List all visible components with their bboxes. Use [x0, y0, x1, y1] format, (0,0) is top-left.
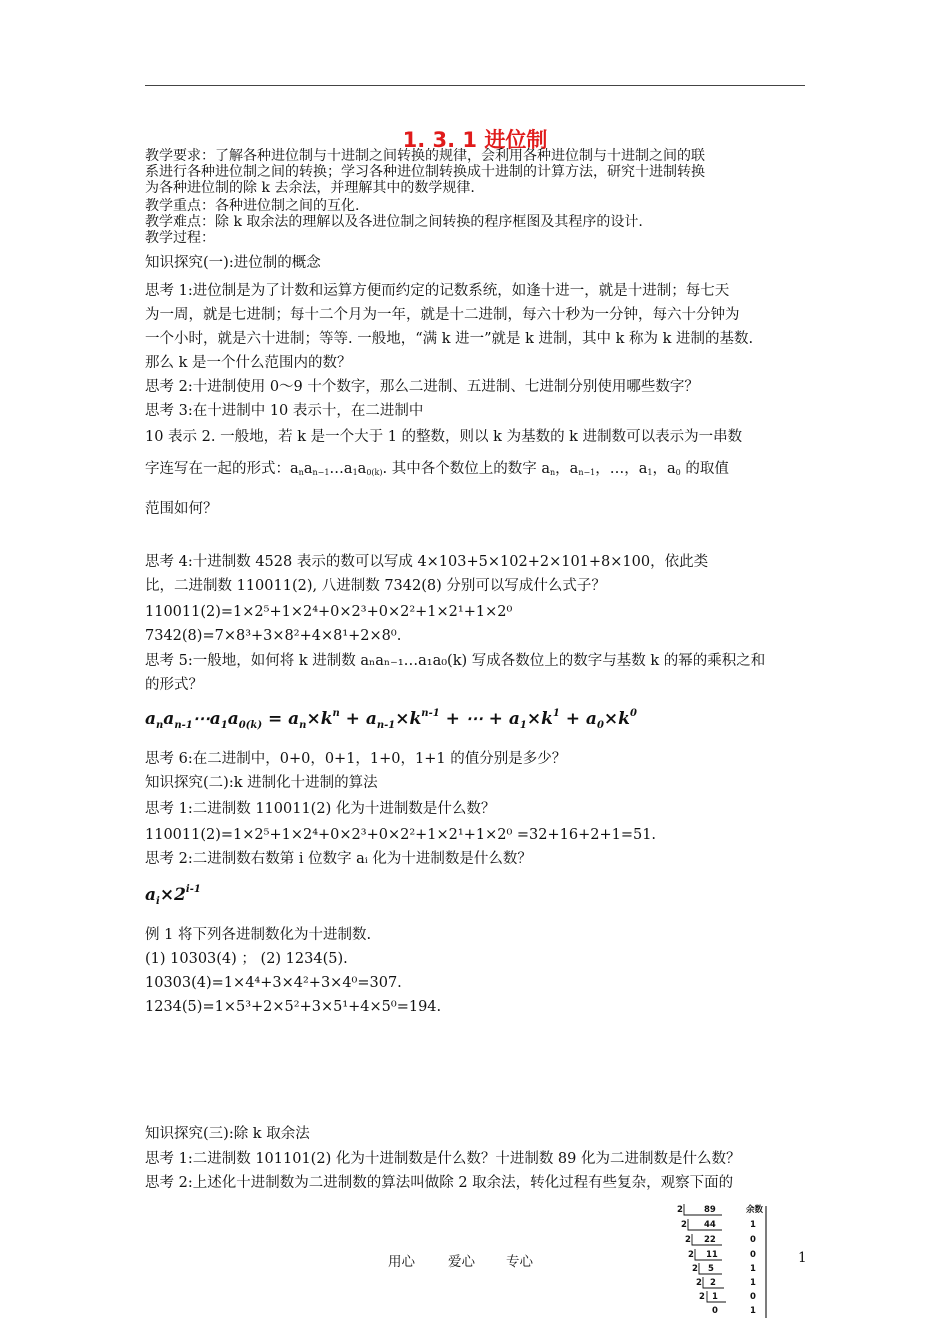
think-line: 思考 1:二进制数 110011(2) 化为十进制数是什么数？ [145, 801, 496, 817]
remainder: 1 [750, 1306, 756, 1316]
think-line: 思考 2:十进制使用 0～9 十个数字，那么二进制、五进制、七进制分别使用哪些数字？ [145, 379, 699, 395]
think-line: 思考 1:进位制是为了计数和运算方便而约定的记数系统，如逢十进一，就是十进制；每七天 [145, 283, 730, 299]
quotient: 44 [704, 1220, 716, 1230]
remainder: 0 [750, 1250, 756, 1260]
think-line: 范围如何？ [145, 501, 218, 517]
quotient: 5 [708, 1264, 714, 1274]
think-line: 思考 2:二进制数右数第 i 位数字 aᵢ 化为十进制数是什么数？ [145, 851, 532, 867]
quotient: 0 [712, 1306, 718, 1316]
header-line: 系进行各种进位制之间的转换；学习各种进位制转换成十进制的计算方法，研究十进制转换 [145, 164, 705, 180]
think-line: 为一周，就是七进制；每十二个月为一年，就是十二进制，每六十秒为一分钟，每六十分钟为 [145, 307, 740, 323]
divisor: 2 [681, 1220, 687, 1230]
short-division-diagram [672, 1202, 782, 1322]
think-line: 思考 2:上述化十进制数为二进制数的算法叫做除 2 取余法，转化过程有些复杂，观察下面的 [145, 1175, 734, 1191]
divisor: 2 [696, 1278, 702, 1288]
header-line: 教学过程： [145, 230, 215, 246]
equation-line: 1234(5)=1×5³+2×5²+3×5¹+4×5⁰=194. [145, 999, 442, 1015]
think-line: 那么 k 是一个什么范围内的数？ [145, 355, 352, 371]
quotient: 89 [704, 1205, 716, 1215]
think-line: 思考 6:在二进制中，0+0，0+1，1+0，1+1 的值分别是多少？ [145, 751, 567, 767]
form-pre: 字连写在一起的形式： [145, 461, 290, 477]
think-line [145, 460, 729, 482]
think-line: 的形式？ [145, 677, 203, 693]
think-line: 思考 4:十进制数 4528 表示的数可以写成 4×103+5×102+2×101+8×100，依此类 [145, 554, 709, 570]
example-items: (1) 10303(4) ； (2) 1234(5). [145, 951, 348, 967]
equation-line: 110011(2)=1×2⁵+1×2⁴+0×2³+0×2²+1×2¹+1×2⁰ [145, 604, 513, 620]
divisor: 2 [677, 1205, 683, 1215]
digit-list: $a_n$，$a_{n-1}$，…，$a_1$，$a_0$ [536, 461, 681, 477]
quotient: 2 [710, 1278, 716, 1288]
section-heading: 知识探究(一):进位制的概念 [145, 255, 321, 271]
footer-text: 专心 [506, 1254, 533, 1270]
header-rule [145, 85, 805, 86]
header-line: 教学要求：了解各种进位制与十进制之间转换的规律，会利用各种进位制与十进制之间的联 [145, 148, 705, 164]
header-line: 教学重点：各种进位制之间的互化. [145, 198, 360, 214]
think-line: 比，二进制数 110011(2), 八进制数 7342(8) 分别可以写成什么式子？ [145, 578, 606, 594]
divisor: 2 [699, 1292, 705, 1302]
footer-text: 用心 [388, 1254, 415, 1270]
remainder: 0 [750, 1235, 756, 1245]
quotient: 22 [704, 1235, 716, 1245]
section-heading: 知识探究(二):k 进制化十进制的算法 [145, 775, 378, 791]
think-line: 一个小时，就是六十进制；等等. 一般地，“满 k 进一”就是 k 进制，其中 k 称为 k 进制的基数. [145, 331, 754, 347]
header-line: 为各种进位制的除 k 去余法，并理解其中的数学规律. [145, 180, 475, 196]
equation-line: 10303(4)=1×4⁴+3×4²+3×4⁰=307. [145, 975, 402, 991]
form-end: 的取值 [685, 461, 729, 477]
divisor: 2 [688, 1250, 694, 1260]
number-form: $a_na_{n-1}\dots a_1a_{0(k)}$ [290, 461, 383, 477]
divisor: 2 [685, 1235, 691, 1245]
example-title: 例 1 将下列各进制数化为十进制数. [145, 927, 372, 943]
think-line: 思考 5:一般地，如何将 k 进制数 aₙaₙ₋₁…a₁a₀(k) 写成各数位上的数字与基数 k 的幂的乘积之和 [145, 653, 766, 669]
divisor: 2 [692, 1264, 698, 1274]
remainder: 1 [750, 1278, 756, 1288]
think-line: 思考 1:二进制数 101101(2) 化为十进制数是什么数？十进制数 89 化为二进制数是什么数？ [145, 1151, 741, 1167]
think-line: 思考 3:在十进制中 10 表示十，在二进制中 [145, 403, 424, 419]
section-heading: 知识探究(三):除 k 取余法 [145, 1126, 310, 1142]
quotient: 11 [706, 1250, 718, 1260]
expansion-formula: $a_na_{n-1}\cdots a_1a_{0(k)} = a_n\times k^n + a_{n-1}\times k^{n-1}$ + ⋯ + $a_1\times k^1 + a_0\times k^0$ [145, 708, 637, 731]
form-post: . 其中各个数位上的数字 [382, 461, 537, 477]
remainder: 1 [750, 1220, 756, 1230]
footer-text: 爱心 [448, 1254, 475, 1270]
quotient: 1 [712, 1292, 718, 1302]
think-line: 10 表示 2. 一般地，若 k 是一个大于 1 的整数，则以 k 为基数的 k 进制数可以表示为一串数 [145, 429, 743, 445]
remainder: 1 [750, 1264, 756, 1274]
remainder: 0 [750, 1292, 756, 1302]
equation-line: 110011(2)=1×2⁵+1×2⁴+0×2³+0×2²+1×2¹+1×2⁰ =32+16+2+1=51. [145, 827, 657, 843]
digit-value-formula: $a_i\times 2^{i-1}$ [145, 884, 201, 907]
page-number: 1 [798, 1250, 807, 1266]
page-title: 1. 3. 1 进位制 [402, 128, 548, 152]
equation-line: 7342(8)=7×8³+3×8²+4×8¹+2×8⁰. [145, 628, 402, 644]
header-line: 教学难点：除 k 取余法的理解以及各进位制之间转换的程序框图及其程序的设计. [145, 214, 643, 230]
remainder-header: 余数 [746, 1205, 764, 1215]
